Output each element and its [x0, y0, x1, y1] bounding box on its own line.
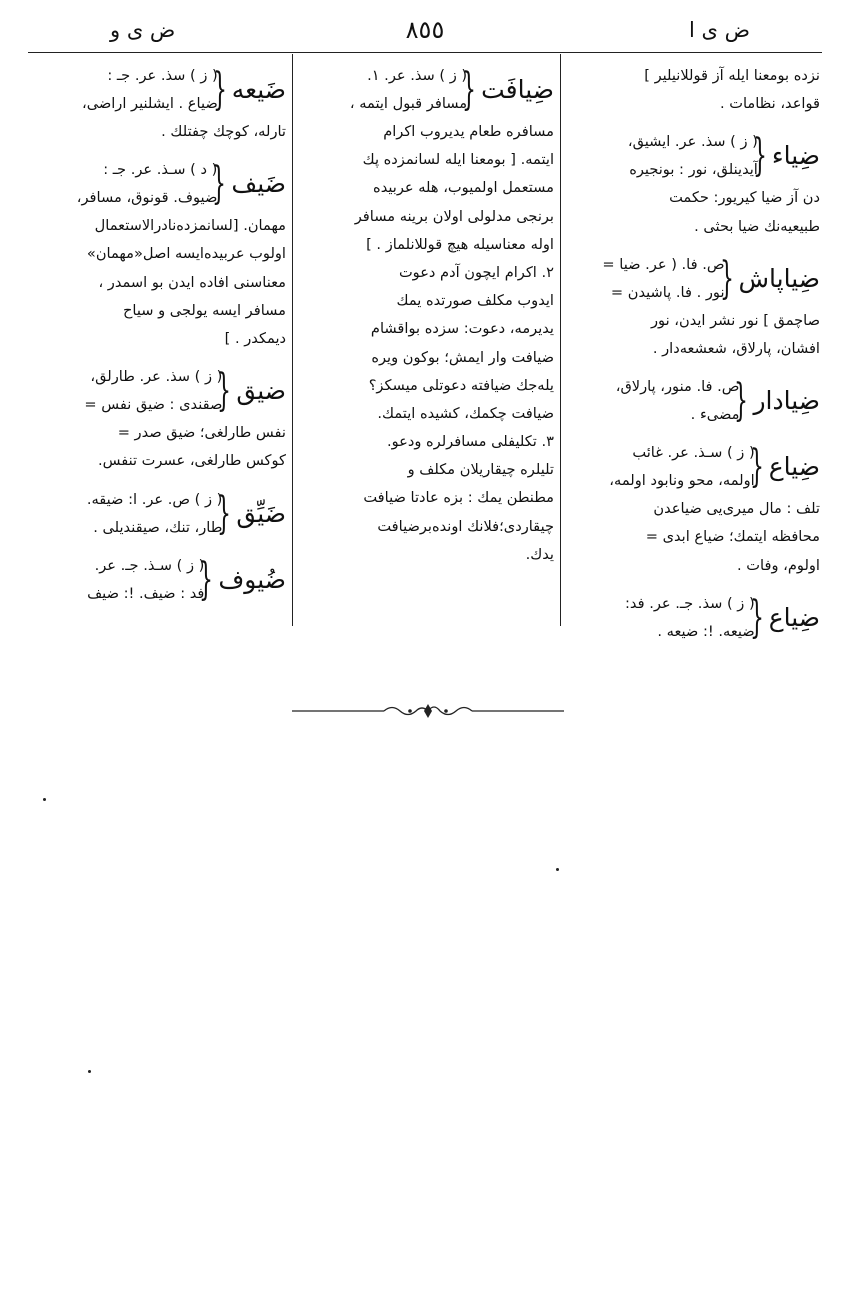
text-line: ٣. تکلیفلی مسافرلره ودعو. — [386, 433, 554, 451]
brace-glyph: { — [217, 487, 232, 539]
text-line: اولوم، وفات . — [737, 556, 820, 574]
dictionary-entry — [565, 590, 820, 646]
print-speck — [43, 798, 46, 801]
text-line: تلف : مال میری‌یی ضیاعدن — [653, 500, 820, 518]
text-line: برنجی مدلولی اولان برینه مسافر — [354, 207, 554, 225]
text-line: تارله، کوچك چفتلك . — [161, 123, 286, 140]
text-line: ( ز ) سذ. عر. ١. — [367, 67, 468, 84]
text-line: اوله معناسیله هیچ قوللانلماز . ] — [366, 235, 554, 253]
text-line: ( ز ) سذ. جـ. عر. فد: — [625, 594, 755, 612]
entry-headword: ضَیعه — [231, 75, 286, 104]
text-line: صاچمق ] نور نشر ایدن، نور — [651, 311, 820, 329]
header-letters-right: ض ى ا — [688, 18, 750, 42]
brace-glyph: { — [212, 158, 227, 210]
page-number: ٨٥٥ — [405, 16, 445, 44]
text-line: نزده بومعنا ایله آز قوللانیلیر ] — [644, 67, 820, 84]
entry-headword: ضِیاع — [768, 452, 820, 482]
text-line: ( د ) سـذ. عر. جـ : — [103, 161, 218, 179]
dictionary-entry — [30, 62, 286, 146]
print-speck — [556, 868, 559, 871]
text-line: معناسنی افاده ایدن بو اسمدر ، — [98, 273, 286, 291]
text-line: صقندی : ضیق نفس = — [84, 396, 223, 414]
dictionary-entry — [565, 439, 820, 580]
header-rule — [28, 52, 822, 53]
text-line: مسافره طعام یدیروب اکرام — [383, 123, 554, 140]
text-line: مسافر ایسه یولجی و سیاح — [122, 301, 286, 319]
entry-headword: ضِیاع — [768, 602, 820, 632]
brace-glyph: { — [749, 441, 764, 493]
text-line: ( ز ) سـذ. عر. غائب — [632, 444, 755, 462]
text-line: نور . فا. پاشیدن = — [610, 283, 725, 301]
text-line: آیدینلق، نور : بونجیره‌ — [629, 161, 758, 179]
header-letters-left: ض ى و — [110, 18, 176, 42]
text-line: کوکس طارلغی، عسرت تنفس. — [97, 452, 286, 470]
text-line: مضیء . — [690, 406, 740, 424]
dictionary-entry — [30, 486, 286, 542]
text-line: ایدوب مکلف صورتده یمك — [396, 292, 554, 310]
text-line: ( ز ) ص. عر. ا: ضیقه. — [86, 490, 223, 508]
text-line: ( ز ) سذ. عر. طارلق، — [90, 368, 223, 386]
entry-headword: ضِیاپاش — [738, 263, 820, 293]
text-line: مستعمل اولمیوب، هله عربیده — [373, 179, 554, 197]
text-line: ص. فا. ( عر. ضیا = — [602, 255, 725, 273]
text-line: طار، تنك، صیقندیلی . — [93, 518, 223, 536]
text-line: قواعد، نظامات . — [719, 95, 820, 113]
dictionary-entry — [30, 552, 286, 608]
text-line: ٢. اکرام ایچون آدم دعوت — [398, 263, 554, 281]
text-line: ( ز ) سذ. عر. ایشیق، — [627, 133, 758, 151]
text-line: ضیافت وار ایمش؛ بوکون ویره‌ — [371, 348, 554, 366]
text-line: فد : ضیف. !: ضیف — [87, 584, 205, 602]
text-line: تلیلره چیقاریلان مکلف و — [407, 461, 554, 479]
text-line: افشان، پارلاق، شعشعه‌دار . — [652, 339, 820, 357]
brace-glyph: { — [749, 591, 764, 643]
brace-glyph: { — [212, 64, 227, 115]
text-line: یدیرمه، دعوت: سزده بواقشام — [370, 320, 554, 338]
dictionary-entry — [30, 363, 286, 475]
entry-headword: ضِیاء — [771, 141, 820, 171]
text-line: ایتمه. [ بومعنا ایله لسانمزده پك — [362, 151, 554, 169]
entry-headword: ضیق — [236, 376, 286, 406]
text-line: مطنطن یمك : بزه عادتا ضیافت — [363, 489, 554, 507]
text-line: محافظه ایتمك؛ ضیاع ابدی = — [645, 528, 820, 546]
dictionary-entry — [565, 128, 820, 240]
brace-glyph: { — [217, 365, 232, 417]
dictionary-entry — [30, 156, 286, 353]
entry-headword: ضَیف — [231, 169, 286, 199]
text-line: ضیوف. قونوق، مسافر، — [76, 189, 218, 207]
text-line: طبیعیه‌نك ضیا بحثی . — [694, 217, 820, 235]
text-line: مسافر قبول ایتمه ، — [349, 95, 468, 112]
column-divider — [292, 54, 293, 626]
ornament-divider — [292, 700, 564, 722]
dictionary-entry — [565, 251, 820, 363]
text-line: مهمان. [لسانمزده‌نادرالاستعمال — [94, 217, 286, 235]
page-header — [30, 14, 820, 48]
text-line: ضیعه. !: ضیعه . — [657, 622, 755, 640]
text-line: دن آز ضیا کیریور: حکمت — [669, 189, 820, 207]
text-line: نفس طارلغی؛ ضیق صدر = — [117, 424, 286, 442]
print-speck — [88, 1070, 91, 1073]
dictionary-entry — [298, 62, 554, 569]
text-line: ضیاع . ایشلنیر اراضی، — [81, 95, 218, 112]
text-line: یدك. — [525, 545, 554, 563]
column-left — [30, 62, 286, 608]
entry-headword: ضُیوف — [218, 564, 286, 594]
column-right — [565, 62, 820, 646]
brace-glyph: { — [199, 553, 214, 605]
column-middle — [298, 62, 554, 569]
text-line: ضیافت چکمك، کشیده ایتمك. — [377, 404, 554, 422]
entry-headword: ضِیادار — [753, 386, 820, 416]
column-divider — [560, 54, 561, 626]
brace-glyph: { — [462, 64, 477, 115]
entry-headword: ضِیافَت — [481, 75, 554, 104]
text-line: ص. فا. منور، پارلاق، — [615, 378, 740, 396]
brace-glyph: { — [734, 375, 749, 427]
text-line: ( ز ) سـذ. جـ. عر. — [94, 556, 205, 574]
entry-headword: ضَیِّق — [236, 498, 286, 528]
text-line: ( ز ) سذ. عر. جـ : — [107, 67, 218, 84]
text-line: دیمکدر . ] — [224, 329, 286, 347]
dictionary-entry — [565, 373, 820, 429]
text-line: اولوب عربیده‌ایسه اصل‌«مهمان» — [86, 245, 286, 263]
brace-glyph: { — [752, 130, 767, 182]
text-line: یله‌جك ضیافته دعوتلی میسکز؟ — [368, 376, 554, 394]
text-line: چیقاردی؛فلانك اونده‌برضیافت — [377, 517, 554, 535]
text-line: اولمه، محو ونابود اولمه، — [609, 472, 755, 490]
brace-glyph: { — [719, 252, 734, 304]
